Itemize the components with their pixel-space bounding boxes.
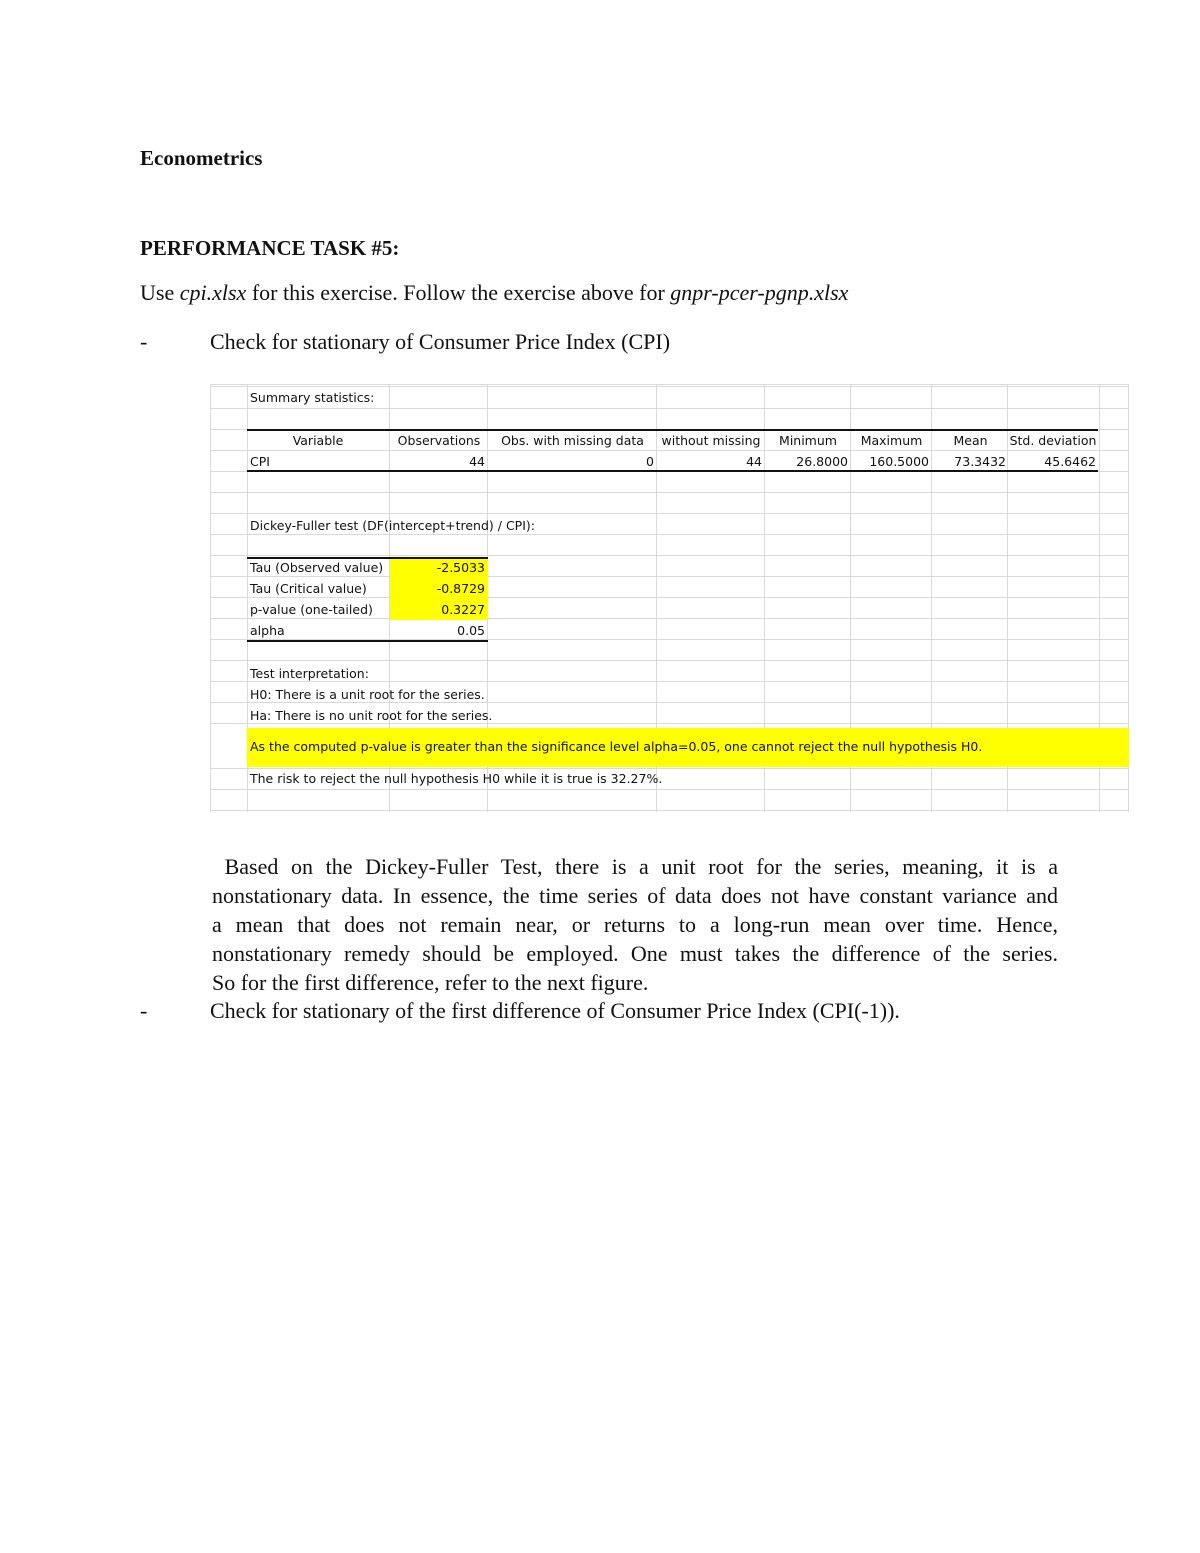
document-title: Econometrics xyxy=(140,146,263,170)
spreadsheet-output xyxy=(210,384,1129,812)
task-title: PERFORMANCE TASK #5: xyxy=(140,236,400,260)
header-without-missing: without missing xyxy=(661,433,761,448)
instruction-prefix: Use xyxy=(140,280,180,305)
gridline-horizontal xyxy=(210,408,1129,409)
gridline-horizontal xyxy=(210,768,1129,769)
file-name-gnpr: gnpr-pcer-pgnp.xlsx xyxy=(670,280,849,305)
gridline-horizontal xyxy=(210,492,1129,493)
summary-title: Summary statistics: xyxy=(250,390,375,405)
header-minimum: Minimum xyxy=(779,433,837,448)
df-title: Dickey-Fuller test (DF(intercept+trend) / CPI): xyxy=(250,518,535,533)
gridline-horizontal xyxy=(210,576,1129,577)
df-bottom-border xyxy=(247,640,488,642)
instruction-middle: for this exercise. Follow the exercise above for xyxy=(246,280,671,305)
cell-observations: 44 xyxy=(469,454,485,469)
cell-without-missing: 44 xyxy=(746,454,762,469)
hypothesis-h0: H0: There is a unit root for the series. xyxy=(250,687,485,702)
header-maximum: Maximum xyxy=(860,433,923,448)
df-value-alpha: 0.05 xyxy=(457,623,485,638)
df-label-tau-observed: Tau (Observed value) xyxy=(250,560,384,575)
file-name-cpi: cpi.xlsx xyxy=(179,280,247,305)
gridline-horizontal xyxy=(210,513,1129,514)
paragraph-line: Based on the Dickey-Fuller Test, there is a unit root for the series, meaning, it is a xyxy=(212,854,1058,879)
gridline-horizontal xyxy=(210,660,1129,661)
header-variable: Variable xyxy=(292,433,344,448)
table-bottom-border xyxy=(247,470,1098,472)
gridline-horizontal xyxy=(210,450,1129,451)
paragraph-line: a mean that does not remain near, or returns to a long-run mean over time. Hence, xyxy=(212,912,1058,937)
bullet-dash: - xyxy=(140,998,148,1023)
df-label-tau-critical: Tau (Critical value) xyxy=(250,581,367,596)
bullet-dash: - xyxy=(140,329,148,354)
instruction-line xyxy=(140,280,848,306)
gridline-horizontal xyxy=(210,534,1129,535)
gridline-horizontal xyxy=(210,384,1129,385)
paragraph-line: nonstationary remedy should be employed. One must takes the difference of the series. xyxy=(212,941,1058,966)
header-top-border xyxy=(247,429,1098,431)
hypothesis-ha: Ha: There is no unit root for the series. xyxy=(250,708,493,723)
df-value-tau-critical: -0.8729 xyxy=(436,581,485,596)
analysis-paragraph xyxy=(212,852,1058,997)
cell-obs-missing: 0 xyxy=(646,454,654,469)
bullet-text: Check for stationary of the first difference of Consumer Price Index (CPI(-1)). xyxy=(210,998,900,1023)
df-value-p-value: 0.3227 xyxy=(441,602,485,617)
cell-mean: 73.3432 xyxy=(954,454,1006,469)
gridline-horizontal xyxy=(210,789,1129,790)
df-label-alpha: alpha xyxy=(250,623,285,638)
paragraph-line: nonstationary data. In essence, the time series of data does not have constant variance and xyxy=(212,883,1058,908)
gridline-horizontal xyxy=(210,618,1129,619)
df-label-p-value: p-value (one-tailed) xyxy=(250,602,373,617)
gridline-horizontal xyxy=(210,810,1129,811)
header-mean: Mean xyxy=(953,433,988,448)
gridline-horizontal xyxy=(210,555,1129,556)
cell-maximum: 160.5000 xyxy=(869,454,929,469)
bullet-item-cpi-diff xyxy=(140,998,900,1024)
df-top-border xyxy=(247,557,488,559)
df-value-tau-observed: -2.5033 xyxy=(436,560,485,575)
bullet-text: Check for stationary of Consumer Price Index (CPI) xyxy=(210,329,671,354)
gridline-horizontal xyxy=(210,386,1129,387)
cell-minimum: 26.8000 xyxy=(796,454,848,469)
conclusion-text: As the computed p-value is greater than the significance level alpha=0.05, one cannot reject the null hypothesis H0. xyxy=(250,739,983,754)
header-obs-missing: Obs. with missing data xyxy=(501,433,644,448)
bullet-item-cpi xyxy=(140,329,670,355)
interpretation-title: Test interpretation: xyxy=(250,666,369,681)
gridline-horizontal xyxy=(210,597,1129,598)
cell-variable: CPI xyxy=(250,454,270,469)
header-std-deviation: Std. deviation xyxy=(1009,433,1097,448)
header-observations: Observations xyxy=(397,433,481,448)
gridline-vertical xyxy=(210,384,211,812)
cell-std-deviation: 45.6462 xyxy=(1044,454,1096,469)
paragraph-line: So for the first difference, refer to the next figure. xyxy=(212,970,649,995)
risk-text: The risk to reject the null hypothesis H0 while it is true is 32.27%. xyxy=(250,771,663,786)
